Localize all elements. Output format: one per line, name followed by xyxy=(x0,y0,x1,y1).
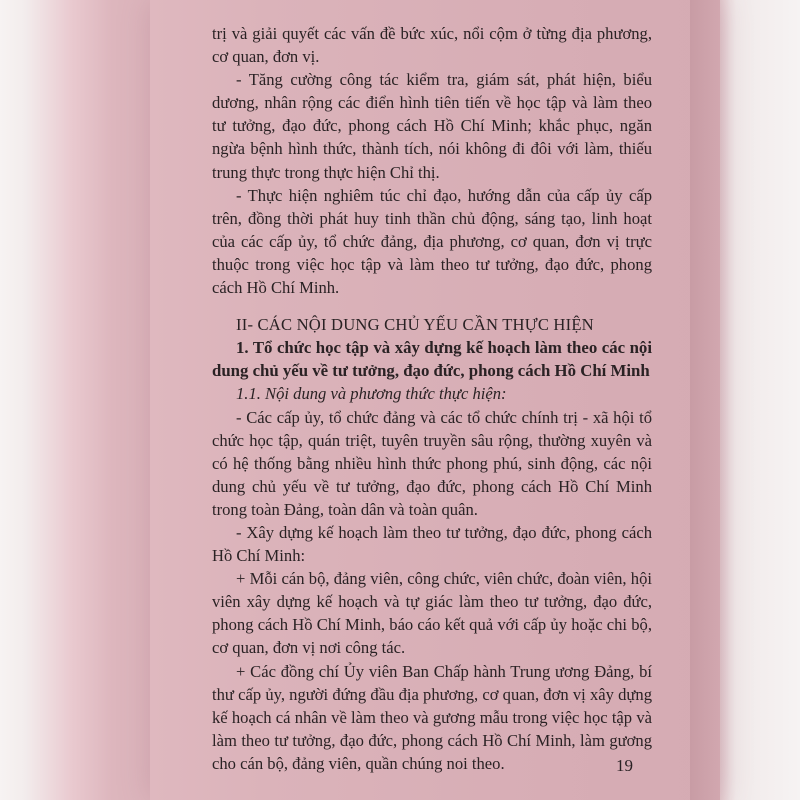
paragraph-study: - Các cấp ủy, tổ chức đảng và các tổ chức chính trị - xã hội tổ chức học tập, quán triệt, tuyên truyền sâu rộng, thường xuyên và có hệ thống bằng nhiều hình thức phong phú, sinh động, các nội dung chủ yếu về tư tưởng, đạo đức, phong cách Hồ Chí Minh trong toàn Đảng, toàn dân và toàn quân. xyxy=(212,407,652,519)
paragraph-leaders: + Các đồng chí Ủy viên Ban Chấp hành Trung ương Đảng, bí thư cấp ủy, người đứng đầu địa phương, cơ quan, đơn vị xây dựng kế hoạch cá nhân về làm theo và gương mẫu trong việc học tập và làm theo tư tưởng, đạo đức, phong cách Hồ Chí Minh, làm gương cho cán bộ, đảng viên, quần chúng noi theo. xyxy=(212,661,652,773)
section-gap xyxy=(212,299,652,313)
paragraph-members: + Mỗi cán bộ, đảng viên, công chức, viên chức, đoàn viên, hội viên xây dựng kế hoạch và tự giác làm theo tư tưởng, đạo đức, phong cách Hồ Chí Minh, báo cáo kết quả với cấp ủy hoặc chi bộ, cơ quan, đơn vị nơi công tác. xyxy=(212,569,652,658)
paragraph-implementation: - Thực hiện nghiêm túc chỉ đạo, hướng dẫn của cấp ủy cấp trên, đồng thời phát huy tinh thần chủ động, sáng tạo, linh hoạt của các cấp ủy, tổ chức đảng, địa phương, cơ quan, đơn vị trực thuộc trong việc học tập và làm theo tư tưởng, đạo đức, phong cách Hồ Chí Minh. xyxy=(212,185,652,298)
page-shadow xyxy=(690,0,730,800)
subsection-heading: 1. Tổ chức học tập và xây dựng kế hoạch làm theo các nội dung chủ yếu về tư tưởng, đạo đức, phong cách Hồ Chí Minh xyxy=(212,338,652,381)
section-heading: II- CÁC NỘI DUNG CHỦ YẾU CẦN THỰC HIỆN xyxy=(236,315,594,335)
page-text xyxy=(212,22,652,775)
page-number: 19 xyxy=(616,756,633,775)
paragraph-plan: - Xây dựng kế hoạch làm theo tư tưởng, đạo đức, phong cách Hồ Chí Minh: xyxy=(212,522,652,566)
subsubsection-heading: 1.1. Nội dung và phương thức thực hiện: xyxy=(236,384,507,404)
paragraph-inspection: - Tăng cường công tác kiểm tra, giám sát, phát hiện, biểu dương, nhân rộng các điển hình tiên tiến về học tập và làm theo tư tưởng, đạo đức, phong cách Hồ Chí Minh; khắc phục, ngăn ngừa bệnh hình thức, thành tích, nói không đi đôi với làm, thiếu trung thực trong thực hiện Chỉ thị. xyxy=(212,70,652,182)
paragraph-continuation: trị và giải quyết các vấn đề bức xúc, nổi cộm ở từng địa phương, cơ quan, đơn vị. xyxy=(212,24,652,67)
